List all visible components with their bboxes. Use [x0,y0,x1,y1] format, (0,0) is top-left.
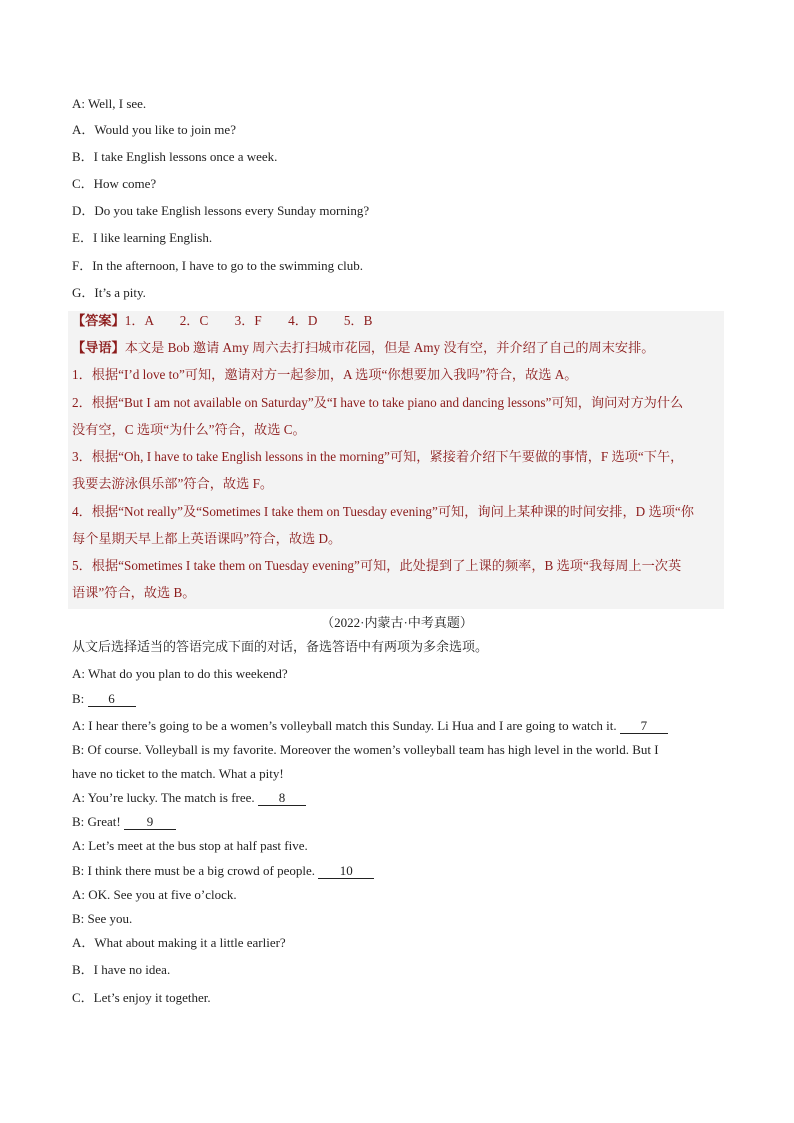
blank-10: 10 [318,864,374,879]
option-b: B．I have no idea. [72,962,171,977]
blank-6: 6 [88,692,136,707]
explanation-line: 2．根据“But I am not available on Saturday”及“I have to take piano and dancing lessons”可知，询问对方为什么 [72,395,684,410]
option-c: C．How come? [72,176,157,191]
option-g: G．It’s a pity. [72,285,146,300]
guide-tag: 【导语】 [72,340,125,355]
blank-9: 9 [124,815,176,830]
dialog-text: B: I think there must be a big crowd of people. [72,863,319,878]
option-b: B．I take English lessons once a week. [72,149,278,164]
instruction: 从文后选择适当的答语完成下面的对话，备选答语中有两项为多余选项。 [72,639,489,654]
option-d: D．Do you take English lessons every Sunday morning? [72,203,370,218]
explanation-line: 我要去游泳俱乐部”符合，故选 F。 [72,476,274,491]
dialog-speaker: B: [72,691,88,706]
dialog-line: B: Of course. Volleyball is my favorite. Moreover the women’s volleyball team has high level in the world. But I [72,742,659,757]
option-a: A．Would you like to join me? [72,122,236,137]
explanation-line: 3．根据“Oh, I have to take English lessons in the morning”可知，紧接着介绍下午要做的事情，F 选项“下午， [72,449,684,464]
dialog-line: B: See you. [72,911,133,926]
dialog-text: A: I hear there’s going to be a women’s volleyball match this Sunday. Li Hua and I are going to watch it. [72,718,620,733]
dialog-text: B: Great! [72,814,124,829]
answer-key [72,313,372,329]
dialog-line [72,790,306,806]
option-e: E．I like learning English. [72,230,213,245]
dialog-text: A: You’re lucky. The match is free. [72,790,258,805]
dialog-line: A: OK. See you at five o’clock. [72,887,237,902]
dialog-line [72,718,668,734]
guide-text: 本文是 Bob 邀请 Amy 周六去打扫城市花园，但是 Amy 没有空，并介绍了自己的周末安排。 [124,340,655,355]
explanation-line: 没有空，C 选项“为什么”符合，故选 C。 [72,422,306,437]
dialog-line: A: Let’s meet at the bus stop at half past five. [72,838,308,853]
answer-tag: 【答案】 [72,313,125,328]
question-source: （2022·内蒙古·中考真题） [321,615,473,630]
dialog-line: have no ticket to the match. What a pity! [72,766,284,781]
option-f: F．In the afternoon, I have to go to the swimming club. [72,258,364,273]
blank-7: 7 [620,719,668,734]
explanation-line: 1．根据“I’d love to”可知，邀请对方一起参加，A 选项“你想要加入我吗”符合，故选 A。 [72,367,578,382]
blank-8: 8 [258,791,306,806]
dialog-line [72,863,374,879]
explanation-line: 4．根据“Not really”及“Sometimes I take them on Tuesday evening”可知，询问上某种课的时间安排，D 选项“你 [72,504,694,519]
dialog-line: A: Well, I see. [72,96,147,111]
dialog-line [72,691,136,707]
option-c: C．Let’s enjoy it together. [72,990,211,1005]
explanation-line: 5．根据“Sometimes I take them on Tuesday evening”可知，此处提到了上课的频率，B 选项“我每周上一次英 [72,558,682,573]
dialog-line [72,814,176,830]
answer-values: 1．A 2．C 3．F 4．D 5．B [124,313,373,328]
explanation-line: 每个星期天早上都上英语课吗”符合，故选 D。 [72,531,342,546]
option-a: A．What about making it a little earlier? [72,935,286,950]
explanation-line: 语课”符合，故选 B。 [72,585,196,600]
guide-line [72,340,654,356]
dialog-line: A: What do you plan to do this weekend? [72,666,288,681]
